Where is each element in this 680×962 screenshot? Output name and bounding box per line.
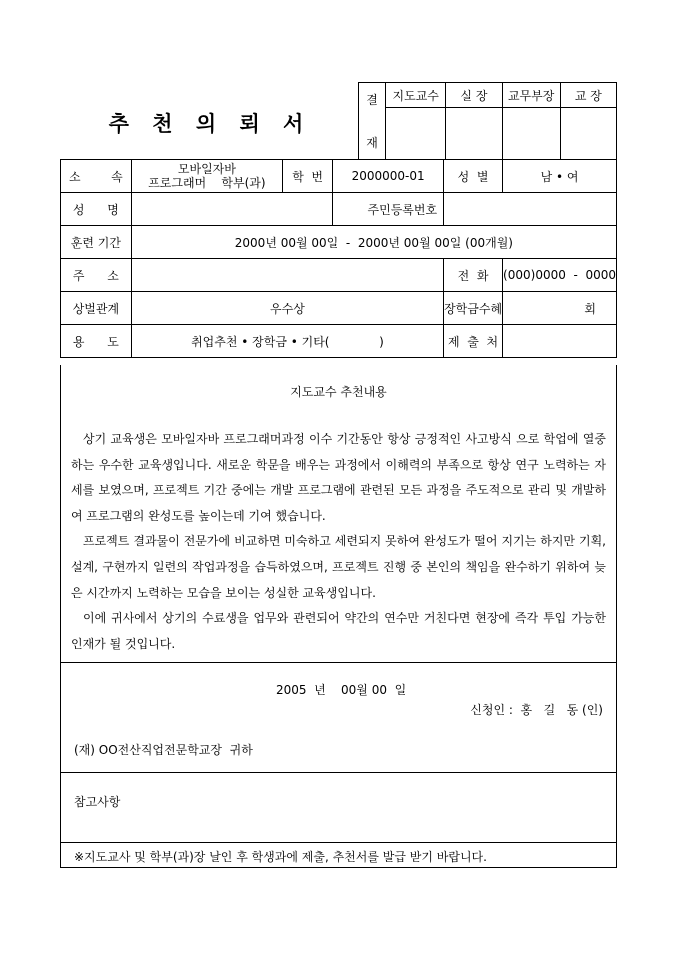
submit-to-field[interactable] <box>503 325 617 358</box>
student-no-value[interactable]: 2000000-01 <box>333 160 444 193</box>
resident-no-label: 주민등록번호 <box>333 193 444 226</box>
footer-note-row <box>60 843 617 868</box>
phone-value[interactable]: (000)0000 - 0000 <box>503 259 617 292</box>
approval-stamp-table <box>358 82 617 160</box>
approval-header: 지도교수 <box>386 83 446 108</box>
award-value[interactable]: 우수상 <box>131 292 443 325</box>
approval-side-bottom: 재 <box>359 108 386 160</box>
scholarship-value[interactable]: 회 <box>503 292 617 325</box>
recommendation-heading: 지도교수 추천내용 <box>290 385 387 399</box>
name-label: 성 명 <box>61 193 132 226</box>
notes-label: 참고사항 <box>74 795 121 809</box>
phone-label: 전 화 <box>444 259 503 292</box>
approval-stamp-box[interactable] <box>386 108 446 160</box>
student-info-table <box>60 159 617 358</box>
signature-section <box>60 663 617 773</box>
recommendation-paragraph: 이에 귀사에서 상기의 수료생을 업무와 관련되어 약간의 연수만 거친다면 현장에 즉각 투입 가능한 인재가 될 것입니다. <box>71 611 606 651</box>
period-value[interactable]: 2000년 00월 00일 - 2000년 00월 00일 (00개월) <box>131 226 616 259</box>
purpose-label: 용 도 <box>61 325 132 358</box>
notes-section[interactable] <box>60 773 617 843</box>
recommendation-paragraph: 프로젝트 결과물이 전문가에 비교하면 미숙하고 세련되지 못하여 완성도가 떨어 지기는 하지만 기획, 설계, 구현까지 일련의 작업과정을 습득하였으며, 프로젝트 진행 중 본인의 책임을 완수하기 위하여 늦은 시간까지 노력하는 모습을 보이는 성실한 교육생입니다. <box>71 534 606 600</box>
footer-note: ※지도교사 및 학부(과)장 날인 후 학생과에 제출, 추천서를 발급 받기 바랍니다. <box>74 850 487 864</box>
affiliation-value <box>131 160 282 193</box>
address-field[interactable] <box>131 259 443 292</box>
gender-value[interactable]: 남 • 여 <box>503 160 617 193</box>
approval-side-top: 결 <box>359 83 386 108</box>
resident-no-field[interactable] <box>444 193 617 226</box>
approval-header: 교무부장 <box>502 83 560 108</box>
award-label: 상벌관계 <box>61 292 132 325</box>
recommendation-paragraph: 상기 교육생은 모바일자바 프로그래머과정 이수 기간동안 항상 긍정적인 사고방식 으로 학업에 열중하는 우수한 교육생입니다. 새로운 학문을 배우는 과정에서 이해력의 부족으로 항상 연구 노력하는 자세를 보였으며, 프로젝트 기간 중에는 개발 프로그램에 관련된 모든 과정을 주도적으로 관리 및 개발하여 프로그램의 완성도를 높이는데 기여 했습니다. <box>71 432 606 523</box>
applicant-signature: 신청인 : 홍 길 동 (인) <box>470 703 603 717</box>
recipient: (재) OO전산직업전문학교장 귀하 <box>74 743 253 757</box>
approval-stamp-box[interactable] <box>446 108 502 160</box>
recommendation-section <box>60 365 617 663</box>
affiliation-line2: 프로그래머 학부(과) <box>148 176 266 190</box>
purpose-value[interactable]: 취업추천 • 장학금 • 기타( ) <box>131 325 443 358</box>
address-label: 주 소 <box>61 259 132 292</box>
approval-stamp-box[interactable] <box>560 108 616 160</box>
page-title: 추 천 의 뢰 서 <box>108 111 312 136</box>
approval-stamp-box[interactable] <box>502 108 560 160</box>
sign-date: 2005 년 00월 00 일 <box>276 683 407 697</box>
student-no-label: 학 번 <box>283 160 333 193</box>
gender-label: 성 별 <box>444 160 503 193</box>
submit-to-label: 제 출 처 <box>444 325 503 358</box>
affiliation-line1: 모바일자바 <box>177 162 236 176</box>
approval-header: 실 장 <box>446 83 502 108</box>
name-field[interactable] <box>131 193 332 226</box>
scholarship-label: 장학금수혜 <box>444 292 503 325</box>
period-label: 훈련 기간 <box>61 226 132 259</box>
affiliation-label: 소 속 <box>61 160 132 193</box>
recommendation-body[interactable] <box>61 427 616 657</box>
approval-header: 교 장 <box>560 83 616 108</box>
